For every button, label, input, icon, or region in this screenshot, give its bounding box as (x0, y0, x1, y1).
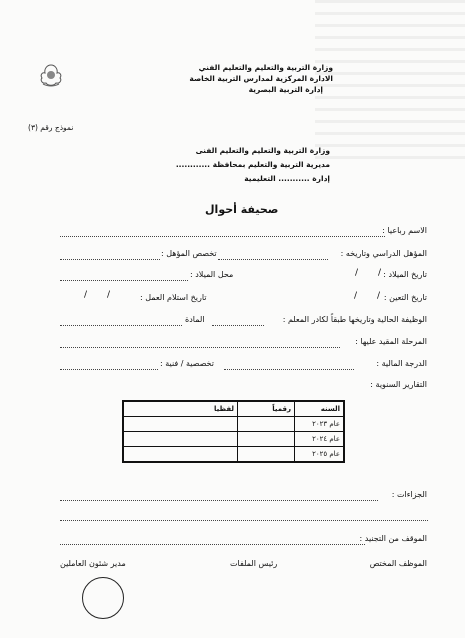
qualification-field[interactable] (218, 259, 328, 260)
subject-field[interactable] (60, 325, 182, 326)
technical-field[interactable] (60, 369, 158, 370)
specialization-label: تخصص المؤهل : (161, 249, 217, 258)
table-cell-verbal[interactable] (123, 417, 238, 432)
top-header (189, 62, 333, 95)
date-separator: / (378, 268, 382, 278)
grade-label: الدرجة المالية : (376, 359, 427, 368)
specialization-field[interactable] (60, 259, 160, 260)
penalties-field-2[interactable] (60, 520, 428, 521)
annual-reports-table (122, 400, 345, 463)
table-cell-year: عام ٢٠٢٤ (295, 432, 345, 447)
sub-header-ministry: وزارة التربية والتعليم والتعليم الفنى (195, 146, 330, 155)
stamp-circle (82, 577, 124, 619)
table-cell-verbal[interactable] (123, 447, 238, 463)
table-row (123, 447, 344, 463)
qualification-label: المؤهل الدراسي وتاريخه : (340, 249, 427, 258)
penalties-label: الجزاءات : (391, 490, 427, 499)
date-separator: / (377, 291, 381, 301)
grade-field[interactable] (224, 369, 354, 370)
subject-label: المادة (185, 315, 205, 324)
header-line-1: وزارة التربية والتعليم والتعليم الفني (198, 63, 333, 72)
date-separator: / (355, 268, 359, 278)
table-header-row (123, 401, 344, 417)
table-header-numeric: رقمياً (238, 401, 295, 417)
table-cell-numeric[interactable] (238, 417, 295, 432)
birth-date-label: تاريخ الميلاد : (383, 270, 427, 279)
signature-employee: الموظف المختص (369, 559, 427, 568)
current-job-label: الوظيفة الحالية وتاريخها طبقاً لكادر المعلم : (282, 315, 427, 324)
table-cell-year: عام ٢٠٢٥ (295, 447, 345, 463)
table-row (123, 432, 344, 447)
appointment-date-label: تاريخ التعين : (383, 293, 427, 302)
date-separator: / (84, 290, 88, 300)
technical-label: تخصصية / فنية : (160, 359, 214, 368)
table-cell-year: عام ٢٠٢٣ (295, 417, 345, 432)
header-line-3: إدارة التربية البصرية (248, 85, 323, 94)
annual-reports-label: التقارير السنوية : (370, 380, 427, 389)
birth-place-label: محل الميلاد : (190, 270, 234, 279)
start-date-label: تاريخ استلام العمل : (140, 293, 207, 302)
birth-place-field[interactable] (60, 280, 188, 281)
table-cell-numeric[interactable] (238, 447, 295, 463)
form-number: نموذج رقم (٣) (28, 123, 74, 132)
conscription-label: الموقف من التجنيد : (359, 534, 427, 543)
table-cell-verbal[interactable] (123, 432, 238, 447)
name-field[interactable] (60, 236, 385, 237)
table-row (123, 417, 344, 432)
signature-hr-manager: مدير شئون العاملين (60, 559, 126, 568)
signature-files-head: رئيس الملفات (230, 559, 278, 568)
penalties-field[interactable] (60, 500, 378, 501)
stage-label: المرحلة المقيد عليها : (355, 337, 427, 346)
current-job-field[interactable] (212, 325, 264, 326)
date-separator: / (107, 290, 111, 300)
table-header-verbal: لفظيا (123, 401, 238, 417)
conscription-field[interactable] (60, 544, 365, 545)
header-line-2: الادارة المركزية لمدارس التربية الخاصة (189, 74, 333, 83)
name-label: الاسم رباعيا : (382, 226, 427, 235)
sub-header-department: إدارة ........... التعليمية (244, 174, 330, 183)
bleed-through-texture (315, 0, 465, 160)
stage-field[interactable] (60, 347, 340, 348)
form-title: صحيفة أحوال (205, 203, 279, 216)
table-header-year: السنه (295, 401, 345, 417)
sub-header (176, 144, 330, 186)
table-cell-numeric[interactable] (238, 432, 295, 447)
date-separator: / (354, 291, 358, 301)
sub-header-directorate: مديرية التربية والتعليم بمحافظة ............ (175, 160, 330, 169)
ministry-emblem-icon (36, 62, 66, 88)
